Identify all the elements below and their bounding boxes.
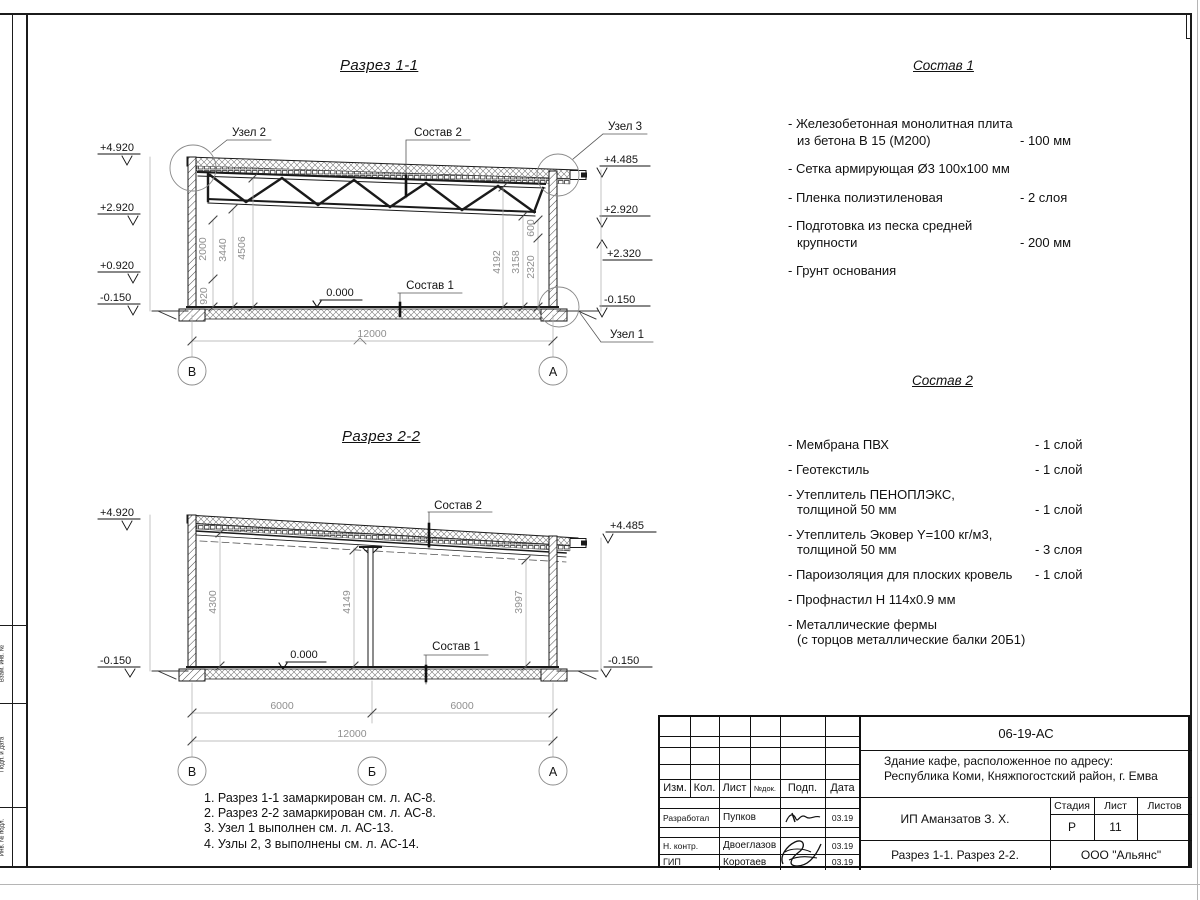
layer-item: - Металлические фермы (с торцов металлические балки 20Б1) (788, 617, 1026, 647)
svg-text:6000: 6000 (450, 700, 474, 712)
svg-text:Б: Б (367, 765, 377, 779)
svg-text:2320: 2320 (525, 255, 537, 279)
sheet-label: Лист (1104, 799, 1127, 812)
svg-text:-0.150: -0.150 (100, 292, 132, 304)
dim-ladder-left (197, 174, 257, 311)
col-list: Лист (722, 782, 747, 794)
layer-item: - Железобетонная монолитная плита из бетона В 15 (М200) - 100 мм (788, 116, 1072, 148)
col-kol: Кол. (693, 782, 716, 794)
layer-item: - Пленка полиэтиленовая - 2 слоя (788, 189, 1068, 205)
sheet-value: 11 (1109, 820, 1122, 834)
sheets-value (1137, 814, 1192, 840)
row-date: 03.19 (831, 812, 854, 823)
layer-item: - Подготовка из песка средней крупности - 200 мм (788, 218, 1072, 250)
roof-end-block (581, 173, 587, 178)
node-2-label (212, 127, 271, 152)
col-date: Дата (830, 782, 855, 794)
svg-text:Состав 1: Состав 1 (432, 641, 480, 653)
note-line: 4. Узлы 2, 3 выполнены см. л. АС-14. (204, 836, 420, 851)
project-name: Здание кафе, расположенное по адресу: Республика Коми, Княжпогостский район, г. Емва (884, 754, 1158, 783)
col-izm: Изм. (663, 782, 687, 794)
section-2-2 (98, 500, 656, 785)
svg-text:3440: 3440 (217, 238, 229, 262)
row-role: Н. контр. (663, 840, 699, 851)
note-line: 1. Разрез 1-1 замаркирован см. л. АС-8. (204, 791, 436, 805)
margin-label-inv: Инв. № подл. (0, 818, 6, 857)
layers1-title: Состав 1 (913, 58, 974, 73)
svg-text:4300: 4300 (207, 590, 219, 614)
col-doc: №док. (754, 783, 776, 793)
svg-text:+4.485: +4.485 (610, 520, 644, 532)
row-name: Пупков (723, 812, 756, 823)
layer-item: - Сетка армирующая Ø3 100х100 мм (788, 161, 1010, 176)
floor-slab (196, 309, 541, 319)
svg-text:+4.920: +4.920 (100, 142, 134, 154)
dim-spans (188, 681, 557, 757)
svg-text:А: А (548, 765, 558, 779)
layer-item: - Утеплитель Эковер Y=100 кг/м3, толщиной 50 мм - 3 слоя (788, 527, 1083, 557)
row-role: Разработал (663, 812, 710, 823)
stage-value: Р (1067, 820, 1076, 834)
layer-item: - Пароизоляция для плоских кровель - 1 слой (788, 567, 1083, 582)
svg-text:Узел 2: Узел 2 (231, 127, 267, 139)
signature (777, 836, 825, 870)
svg-text:-0.150: -0.150 (100, 655, 132, 667)
axis-bubbles-1-1 (178, 357, 567, 385)
svg-text:6000: 6000 (270, 700, 294, 712)
dim-total-1-1 (188, 315, 557, 357)
section-1-1 (98, 121, 653, 385)
svg-text:2000: 2000 (197, 237, 209, 261)
svg-text:+4.485: +4.485 (604, 154, 638, 166)
margin-label-vzam: Взам. инв. № (0, 644, 6, 683)
svg-text:В: В (187, 765, 197, 779)
wall-right (549, 171, 557, 307)
layers1-list (788, 116, 1198, 292)
svg-text:4149: 4149 (341, 590, 353, 614)
wall-left (188, 157, 196, 307)
drawing-subject: Разрез 1-1. Разрез 2-2. (891, 848, 1019, 862)
row-name: Двоеглазов (723, 840, 777, 851)
note-line: 2. Разрез 2-2 замаркирован см. л. АС-8. (204, 806, 436, 821)
layers2-title: Состав 2 (912, 373, 973, 388)
roof-end-block (581, 541, 587, 546)
svg-text:12000: 12000 (337, 728, 367, 740)
truss-bottom-chord (208, 199, 535, 212)
svg-text:3158: 3158 (510, 250, 522, 274)
svg-text:0.000: 0.000 (326, 287, 354, 299)
svg-text:12000: 12000 (357, 328, 387, 340)
sheets-label: Листов (1147, 799, 1182, 812)
layer-item: - Грунт основания (788, 263, 897, 278)
signature (782, 810, 822, 826)
middle-column (360, 547, 381, 667)
svg-text:920: 920 (198, 287, 210, 305)
title-block (658, 715, 1190, 868)
svg-text:+2.920: +2.920 (100, 202, 134, 214)
svg-text:-0.150: -0.150 (608, 655, 640, 667)
elevation-marks-right (597, 154, 652, 317)
client: ИП Аманзатов З. Х. (900, 811, 1010, 826)
svg-text:+0.920: +0.920 (100, 260, 134, 272)
svg-text:4192: 4192 (491, 250, 503, 274)
axis-bubbles-2-2 (178, 757, 567, 785)
layers2-list (788, 437, 1198, 657)
row-name: Коротаев (723, 856, 767, 868)
node-1-label (580, 313, 653, 342)
svg-text:Состав 2: Состав 2 (414, 127, 462, 139)
note-line: 3. Узел 1 выполнен см. л. АС-13. (204, 821, 394, 836)
layer-item: - Геотекстиль - 1 слой (788, 462, 1083, 477)
row-date: 03.19 (831, 857, 854, 867)
company: ООО "Альянс" (1080, 848, 1162, 862)
svg-text:+4.920: +4.920 (100, 507, 134, 519)
dim-ladder-right (491, 183, 542, 311)
stage-label: Стадия (1054, 799, 1090, 812)
floor-slab (196, 669, 541, 679)
elevation-marks-left (98, 142, 150, 315)
row-date: 03.19 (831, 840, 854, 851)
svg-text:Состав 1: Состав 1 (406, 280, 454, 292)
layer-item: - Утеплитель ПЕНОПЛЭКС, толщиной 50 мм - 1 слой (788, 487, 1083, 517)
notes (204, 791, 436, 852)
svg-text:4506: 4506 (236, 236, 248, 260)
svg-text:0.000: 0.000 (290, 649, 318, 661)
svg-text:-0.150: -0.150 (604, 294, 636, 306)
doc-code: 06-19-АС (998, 726, 1054, 741)
layers2-callout (406, 127, 470, 198)
svg-text:600: 600 (525, 219, 537, 237)
svg-text:А: А (548, 365, 558, 379)
margin-label-podp: Подп. и дата (0, 736, 6, 773)
wall-left (188, 515, 196, 667)
section2-title: Разрез 2-2 (342, 428, 421, 445)
svg-text:+2.320: +2.320 (607, 248, 641, 260)
svg-text:В: В (187, 365, 197, 379)
svg-text:Состав 2: Состав 2 (434, 500, 482, 512)
col-sign: Подп. (787, 782, 818, 794)
zero-level-mark (313, 287, 362, 307)
layer-item: - Мембрана ПВХ - 1 слой (788, 437, 1083, 452)
section1-title: Разрез 1-1 (340, 57, 419, 74)
svg-text:3997: 3997 (513, 590, 525, 614)
wall-right (549, 536, 557, 667)
row-role: ГИП (663, 857, 681, 867)
svg-text:+2.920: +2.920 (604, 204, 638, 216)
svg-text:Узел 1: Узел 1 (609, 329, 645, 341)
svg-text:Узел 3: Узел 3 (607, 121, 643, 133)
layer-item: - Профнастил Н 114х0.9 мм (788, 592, 956, 607)
